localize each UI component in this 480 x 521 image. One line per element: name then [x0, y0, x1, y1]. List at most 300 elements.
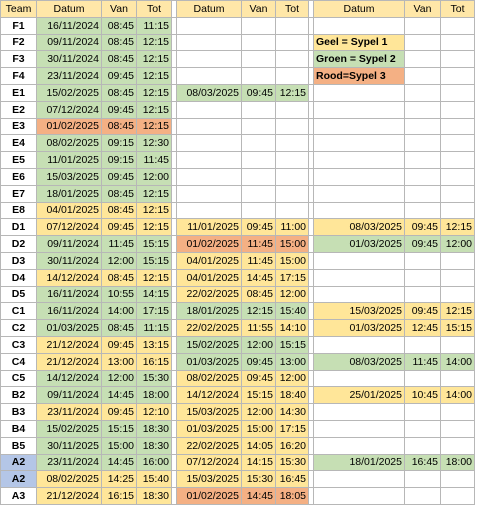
date-cell[interactable]: 08/03/2025	[314, 353, 405, 370]
date-cell[interactable]: 16/11/2024	[37, 17, 102, 34]
from-cell[interactable]: 16:45	[405, 454, 441, 471]
from-cell[interactable]	[405, 420, 441, 437]
date-cell[interactable]: 09/11/2024	[37, 34, 102, 51]
from-cell[interactable]	[405, 185, 441, 202]
from-cell[interactable]	[405, 471, 441, 488]
to-cell[interactable]: 11:15	[137, 17, 172, 34]
to-cell[interactable]: 15:00	[276, 236, 309, 253]
header-from[interactable]: Van	[405, 1, 441, 18]
date-cell[interactable]: 08/02/2025	[177, 370, 242, 387]
to-cell[interactable]: 14:15	[137, 286, 172, 303]
date-cell[interactable]: 15/02/2025	[37, 420, 102, 437]
to-cell[interactable]: 12:00	[137, 168, 172, 185]
team-cell[interactable]: C1	[1, 303, 37, 320]
date-cell[interactable]: 11/01/2025	[177, 219, 242, 236]
date-cell[interactable]: 04/01/2025	[177, 252, 242, 269]
date-cell[interactable]	[177, 185, 242, 202]
date-cell[interactable]: 15/03/2025	[314, 303, 405, 320]
legend-empty-to[interactable]	[441, 68, 475, 85]
from-cell[interactable]: 12:00	[242, 336, 276, 353]
date-cell[interactable]	[177, 34, 242, 51]
date-cell[interactable]	[314, 252, 405, 269]
to-cell[interactable]: 18:30	[137, 488, 172, 505]
from-cell[interactable]: 13:00	[102, 353, 137, 370]
to-cell[interactable]: 12:15	[137, 101, 172, 118]
to-cell[interactable]	[441, 84, 475, 101]
from-cell[interactable]: 14:15	[242, 454, 276, 471]
date-cell[interactable]: 15/02/2025	[177, 336, 242, 353]
to-cell[interactable]	[441, 168, 475, 185]
from-cell[interactable]	[242, 152, 276, 169]
to-cell[interactable]: 18:30	[137, 420, 172, 437]
to-cell[interactable]: 11:45	[137, 152, 172, 169]
to-cell[interactable]: 12:15	[276, 84, 309, 101]
to-cell[interactable]: 18:00	[441, 454, 475, 471]
from-cell[interactable]: 12:00	[242, 404, 276, 421]
date-cell[interactable]	[177, 135, 242, 152]
team-cell[interactable]: E2	[1, 101, 37, 118]
from-cell[interactable]: 09:45	[405, 236, 441, 253]
to-cell[interactable]: 12:15	[137, 51, 172, 68]
date-cell[interactable]: 16/11/2024	[37, 286, 102, 303]
team-cell[interactable]: D5	[1, 286, 37, 303]
to-cell[interactable]: 11:15	[137, 320, 172, 337]
from-cell[interactable]: 09:45	[242, 353, 276, 370]
date-cell[interactable]	[314, 118, 405, 135]
to-cell[interactable]	[441, 488, 475, 505]
team-cell[interactable]: B5	[1, 437, 37, 454]
from-cell[interactable]: 09:45	[242, 219, 276, 236]
from-cell[interactable]	[242, 135, 276, 152]
to-cell[interactable]: 12:15	[137, 68, 172, 85]
from-cell[interactable]: 08:45	[102, 84, 137, 101]
to-cell[interactable]: 16:00	[137, 454, 172, 471]
date-cell[interactable]: 07/12/2024	[37, 101, 102, 118]
legend-empty-to[interactable]	[441, 34, 475, 51]
from-cell[interactable]: 14:00	[102, 303, 137, 320]
date-cell[interactable]: 15/03/2025	[177, 471, 242, 488]
from-cell[interactable]: 09:45	[242, 84, 276, 101]
date-cell[interactable]: 22/02/2025	[177, 320, 242, 337]
from-cell[interactable]	[405, 17, 441, 34]
from-cell[interactable]	[405, 84, 441, 101]
from-cell[interactable]: 10:45	[405, 387, 441, 404]
from-cell[interactable]: 08:45	[102, 269, 137, 286]
to-cell[interactable]	[441, 420, 475, 437]
from-cell[interactable]: 09:45	[102, 101, 137, 118]
from-cell[interactable]: 12:00	[102, 252, 137, 269]
date-cell[interactable]	[314, 336, 405, 353]
from-cell[interactable]	[405, 101, 441, 118]
to-cell[interactable]	[441, 17, 475, 34]
to-cell[interactable]: 14:10	[276, 320, 309, 337]
team-cell[interactable]: C2	[1, 320, 37, 337]
team-cell[interactable]: A3	[1, 488, 37, 505]
to-cell[interactable]: 17:15	[137, 303, 172, 320]
from-cell[interactable]: 16:15	[102, 488, 137, 505]
date-cell[interactable]	[177, 118, 242, 135]
legend-label[interactable]: Rood=Sypel 3	[314, 68, 405, 85]
to-cell[interactable]	[441, 135, 475, 152]
date-cell[interactable]: 15/02/2025	[37, 84, 102, 101]
to-cell[interactable]	[441, 152, 475, 169]
from-cell[interactable]: 08:45	[242, 286, 276, 303]
team-cell[interactable]: A2	[1, 454, 37, 471]
from-cell[interactable]: 09:45	[405, 219, 441, 236]
team-cell[interactable]: E6	[1, 168, 37, 185]
legend-empty-to[interactable]	[441, 51, 475, 68]
to-cell[interactable]	[441, 471, 475, 488]
from-cell[interactable]	[405, 168, 441, 185]
date-cell[interactable]: 14/12/2024	[177, 387, 242, 404]
date-cell[interactable]	[314, 135, 405, 152]
to-cell[interactable]: 15:15	[276, 336, 309, 353]
from-cell[interactable]	[405, 252, 441, 269]
date-cell[interactable]: 18/01/2025	[37, 185, 102, 202]
header-to[interactable]: Tot	[441, 1, 475, 18]
from-cell[interactable]: 14:05	[242, 437, 276, 454]
to-cell[interactable]	[276, 185, 309, 202]
date-cell[interactable]: 15/03/2025	[37, 168, 102, 185]
date-cell[interactable]: 23/11/2024	[37, 68, 102, 85]
to-cell[interactable]: 12:15	[137, 269, 172, 286]
date-cell[interactable]	[177, 168, 242, 185]
date-cell[interactable]: 23/11/2024	[37, 404, 102, 421]
to-cell[interactable]: 15:30	[276, 454, 309, 471]
to-cell[interactable]: 15:30	[137, 370, 172, 387]
date-cell[interactable]: 01/02/2025	[177, 488, 242, 505]
from-cell[interactable]	[405, 336, 441, 353]
from-cell[interactable]: 09:15	[102, 152, 137, 169]
date-cell[interactable]: 04/01/2025	[177, 269, 242, 286]
to-cell[interactable]: 12:10	[137, 404, 172, 421]
date-cell[interactable]: 01/03/2025	[314, 236, 405, 253]
to-cell[interactable]	[276, 17, 309, 34]
to-cell[interactable]: 12:00	[276, 286, 309, 303]
from-cell[interactable]	[242, 168, 276, 185]
from-cell[interactable]: 11:45	[405, 353, 441, 370]
from-cell[interactable]: 15:00	[102, 437, 137, 454]
to-cell[interactable]: 12:00	[276, 370, 309, 387]
from-cell[interactable]: 09:45	[242, 370, 276, 387]
team-cell[interactable]: B3	[1, 404, 37, 421]
date-cell[interactable]: 22/02/2025	[177, 437, 242, 454]
from-cell[interactable]: 11:55	[242, 320, 276, 337]
header-date[interactable]: Datum	[314, 1, 405, 18]
header-date[interactable]: Datum	[37, 1, 102, 18]
team-cell[interactable]: C3	[1, 336, 37, 353]
to-cell[interactable]: 17:15	[276, 269, 309, 286]
to-cell[interactable]	[441, 286, 475, 303]
from-cell[interactable]	[405, 404, 441, 421]
from-cell[interactable]: 11:45	[242, 236, 276, 253]
to-cell[interactable]: 12:15	[137, 202, 172, 219]
to-cell[interactable]: 16:45	[276, 471, 309, 488]
from-cell[interactable]: 12:00	[102, 370, 137, 387]
date-cell[interactable]: 21/12/2024	[37, 488, 102, 505]
to-cell[interactable]: 12:15	[137, 118, 172, 135]
to-cell[interactable]: 15:15	[441, 320, 475, 337]
date-cell[interactable]: 30/11/2024	[37, 252, 102, 269]
date-cell[interactable]: 01/03/2025	[37, 320, 102, 337]
from-cell[interactable]	[242, 118, 276, 135]
date-cell[interactable]: 01/02/2025	[37, 118, 102, 135]
from-cell[interactable]: 14:25	[102, 471, 137, 488]
date-cell[interactable]: 08/02/2025	[37, 471, 102, 488]
legend-label[interactable]: Groen = Sypel 2	[314, 51, 405, 68]
team-cell[interactable]: D4	[1, 269, 37, 286]
from-cell[interactable]	[405, 118, 441, 135]
from-cell[interactable]	[242, 51, 276, 68]
from-cell[interactable]	[405, 269, 441, 286]
to-cell[interactable]	[441, 118, 475, 135]
to-cell[interactable]: 18:40	[276, 387, 309, 404]
to-cell[interactable]: 14:00	[441, 387, 475, 404]
to-cell[interactable]	[276, 152, 309, 169]
date-cell[interactable]	[314, 17, 405, 34]
to-cell[interactable]: 12:30	[137, 135, 172, 152]
to-cell[interactable]: 14:30	[276, 404, 309, 421]
date-cell[interactable]: 09/11/2024	[37, 236, 102, 253]
date-cell[interactable]: 08/03/2025	[314, 219, 405, 236]
from-cell[interactable]	[405, 437, 441, 454]
date-cell[interactable]: 21/12/2024	[37, 336, 102, 353]
team-cell[interactable]: D2	[1, 236, 37, 253]
date-cell[interactable]: 25/01/2025	[314, 387, 405, 404]
to-cell[interactable]: 12:15	[441, 303, 475, 320]
to-cell[interactable]	[441, 370, 475, 387]
date-cell[interactable]	[177, 68, 242, 85]
from-cell[interactable]: 14:45	[102, 454, 137, 471]
date-cell[interactable]	[314, 420, 405, 437]
from-cell[interactable]: 14:45	[242, 488, 276, 505]
from-cell[interactable]: 14:45	[102, 387, 137, 404]
date-cell[interactable]	[314, 84, 405, 101]
to-cell[interactable]	[441, 269, 475, 286]
from-cell[interactable]	[405, 488, 441, 505]
date-cell[interactable]	[314, 185, 405, 202]
to-cell[interactable]: 13:15	[137, 336, 172, 353]
to-cell[interactable]: 15:15	[137, 252, 172, 269]
date-cell[interactable]: 15/03/2025	[177, 404, 242, 421]
from-cell[interactable]: 11:45	[242, 252, 276, 269]
from-cell[interactable]: 08:45	[102, 51, 137, 68]
to-cell[interactable]	[276, 118, 309, 135]
date-cell[interactable]	[177, 101, 242, 118]
to-cell[interactable]: 15:00	[276, 252, 309, 269]
date-cell[interactable]: 07/12/2024	[177, 454, 242, 471]
date-cell[interactable]	[314, 437, 405, 454]
from-cell[interactable]: 09:45	[405, 303, 441, 320]
date-cell[interactable]: 09/11/2024	[37, 387, 102, 404]
date-cell[interactable]	[314, 202, 405, 219]
from-cell[interactable]: 08:45	[102, 17, 137, 34]
to-cell[interactable]	[441, 101, 475, 118]
team-cell[interactable]: A2	[1, 471, 37, 488]
team-cell[interactable]: D1	[1, 219, 37, 236]
from-cell[interactable]	[405, 286, 441, 303]
from-cell[interactable]: 08:45	[102, 320, 137, 337]
date-cell[interactable]	[314, 168, 405, 185]
date-cell[interactable]: 01/03/2025	[314, 320, 405, 337]
to-cell[interactable]	[276, 101, 309, 118]
from-cell[interactable]	[242, 202, 276, 219]
date-cell[interactable]	[177, 152, 242, 169]
to-cell[interactable]	[441, 252, 475, 269]
date-cell[interactable]	[177, 202, 242, 219]
to-cell[interactable]	[276, 135, 309, 152]
team-cell[interactable]: C4	[1, 353, 37, 370]
team-cell[interactable]: B4	[1, 420, 37, 437]
from-cell[interactable]: 15:30	[242, 471, 276, 488]
date-cell[interactable]: 04/01/2025	[37, 202, 102, 219]
to-cell[interactable]: 12:15	[137, 34, 172, 51]
header-team[interactable]: Team	[1, 1, 37, 18]
from-cell[interactable]: 08:45	[102, 34, 137, 51]
from-cell[interactable]: 09:45	[102, 336, 137, 353]
date-cell[interactable]	[314, 152, 405, 169]
from-cell[interactable]: 10:55	[102, 286, 137, 303]
to-cell[interactable]: 12:15	[137, 84, 172, 101]
to-cell[interactable]: 13:00	[276, 353, 309, 370]
to-cell[interactable]	[276, 68, 309, 85]
to-cell[interactable]: 16:15	[137, 353, 172, 370]
team-cell[interactable]: E7	[1, 185, 37, 202]
legend-empty-from[interactable]	[405, 34, 441, 51]
date-cell[interactable]: 01/03/2025	[177, 420, 242, 437]
to-cell[interactable]	[441, 437, 475, 454]
from-cell[interactable]: 15:00	[242, 420, 276, 437]
to-cell[interactable]: 11:00	[276, 219, 309, 236]
to-cell[interactable]: 15:40	[137, 471, 172, 488]
date-cell[interactable]: 18/01/2025	[177, 303, 242, 320]
date-cell[interactable]	[177, 17, 242, 34]
date-cell[interactable]	[314, 404, 405, 421]
date-cell[interactable]: 08/02/2025	[37, 135, 102, 152]
date-cell[interactable]: 01/03/2025	[177, 353, 242, 370]
from-cell[interactable]: 09:15	[102, 135, 137, 152]
team-cell[interactable]: E4	[1, 135, 37, 152]
team-cell[interactable]: F4	[1, 68, 37, 85]
to-cell[interactable]	[441, 202, 475, 219]
date-cell[interactable]: 30/11/2025	[37, 437, 102, 454]
to-cell[interactable]	[441, 185, 475, 202]
header-from[interactable]: Van	[102, 1, 137, 18]
to-cell[interactable]	[276, 51, 309, 68]
date-cell[interactable]: 01/02/2025	[177, 236, 242, 253]
from-cell[interactable]: 08:45	[102, 202, 137, 219]
from-cell[interactable]	[405, 152, 441, 169]
to-cell[interactable]	[276, 202, 309, 219]
team-cell[interactable]: E3	[1, 118, 37, 135]
from-cell[interactable]: 15:15	[242, 387, 276, 404]
to-cell[interactable]: 12:15	[137, 219, 172, 236]
date-cell[interactable]	[314, 101, 405, 118]
to-cell[interactable]	[276, 168, 309, 185]
date-cell[interactable]	[314, 269, 405, 286]
date-cell[interactable]: 14/12/2024	[37, 370, 102, 387]
team-cell[interactable]: C5	[1, 370, 37, 387]
from-cell[interactable]: 09:45	[102, 404, 137, 421]
from-cell[interactable]: 11:45	[102, 236, 137, 253]
team-cell[interactable]: D3	[1, 252, 37, 269]
legend-empty-from[interactable]	[405, 51, 441, 68]
date-cell[interactable]	[314, 471, 405, 488]
to-cell[interactable]: 15:40	[276, 303, 309, 320]
header-to[interactable]: Tot	[276, 1, 309, 18]
date-cell[interactable]: 14/12/2024	[37, 269, 102, 286]
to-cell[interactable]	[276, 34, 309, 51]
date-cell[interactable]: 21/12/2024	[37, 353, 102, 370]
to-cell[interactable]: 15:15	[137, 236, 172, 253]
from-cell[interactable]	[405, 370, 441, 387]
from-cell[interactable]	[242, 17, 276, 34]
to-cell[interactable]: 14:00	[441, 353, 475, 370]
date-cell[interactable]: 08/03/2025	[177, 84, 242, 101]
date-cell[interactable]: 07/12/2024	[37, 219, 102, 236]
team-cell[interactable]: E8	[1, 202, 37, 219]
to-cell[interactable]: 18:30	[137, 437, 172, 454]
date-cell[interactable]: 30/11/2024	[37, 51, 102, 68]
to-cell[interactable]: 12:15	[137, 185, 172, 202]
from-cell[interactable]: 12:45	[405, 320, 441, 337]
to-cell[interactable]: 12:15	[441, 219, 475, 236]
from-cell[interactable]: 15:15	[102, 420, 137, 437]
to-cell[interactable]: 17:15	[276, 420, 309, 437]
from-cell[interactable]	[242, 101, 276, 118]
header-date[interactable]: Datum	[177, 1, 242, 18]
from-cell[interactable]: 09:45	[102, 68, 137, 85]
legend-empty-from[interactable]	[405, 68, 441, 85]
from-cell[interactable]: 14:45	[242, 269, 276, 286]
date-cell[interactable]	[314, 488, 405, 505]
to-cell[interactable]: 18:05	[276, 488, 309, 505]
from-cell[interactable]: 09:45	[102, 219, 137, 236]
team-cell[interactable]: B2	[1, 387, 37, 404]
from-cell[interactable]	[405, 202, 441, 219]
from-cell[interactable]: 08:45	[102, 185, 137, 202]
date-cell[interactable]	[177, 51, 242, 68]
date-cell[interactable]: 11/01/2025	[37, 152, 102, 169]
team-cell[interactable]: F1	[1, 17, 37, 34]
header-to[interactable]: Tot	[137, 1, 172, 18]
team-cell[interactable]: F3	[1, 51, 37, 68]
from-cell[interactable]: 08:45	[102, 118, 137, 135]
team-cell[interactable]: E1	[1, 84, 37, 101]
date-cell[interactable]	[314, 286, 405, 303]
date-cell[interactable]	[314, 370, 405, 387]
from-cell[interactable]: 09:45	[102, 168, 137, 185]
from-cell[interactable]: 12:15	[242, 303, 276, 320]
to-cell[interactable]: 16:20	[276, 437, 309, 454]
date-cell[interactable]: 16/11/2024	[37, 303, 102, 320]
from-cell[interactable]	[242, 185, 276, 202]
from-cell[interactable]	[242, 34, 276, 51]
from-cell[interactable]	[405, 135, 441, 152]
legend-label[interactable]: Geel = Sypel 1	[314, 34, 405, 51]
date-cell[interactable]: 22/02/2025	[177, 286, 242, 303]
team-cell[interactable]: E5	[1, 152, 37, 169]
team-cell[interactable]: F2	[1, 34, 37, 51]
date-cell[interactable]: 18/01/2025	[314, 454, 405, 471]
date-cell[interactable]: 23/11/2024	[37, 454, 102, 471]
to-cell[interactable]: 12:00	[441, 236, 475, 253]
header-from[interactable]: Van	[242, 1, 276, 18]
to-cell[interactable]	[441, 336, 475, 353]
from-cell[interactable]	[242, 68, 276, 85]
to-cell[interactable]: 18:00	[137, 387, 172, 404]
to-cell[interactable]	[441, 404, 475, 421]
